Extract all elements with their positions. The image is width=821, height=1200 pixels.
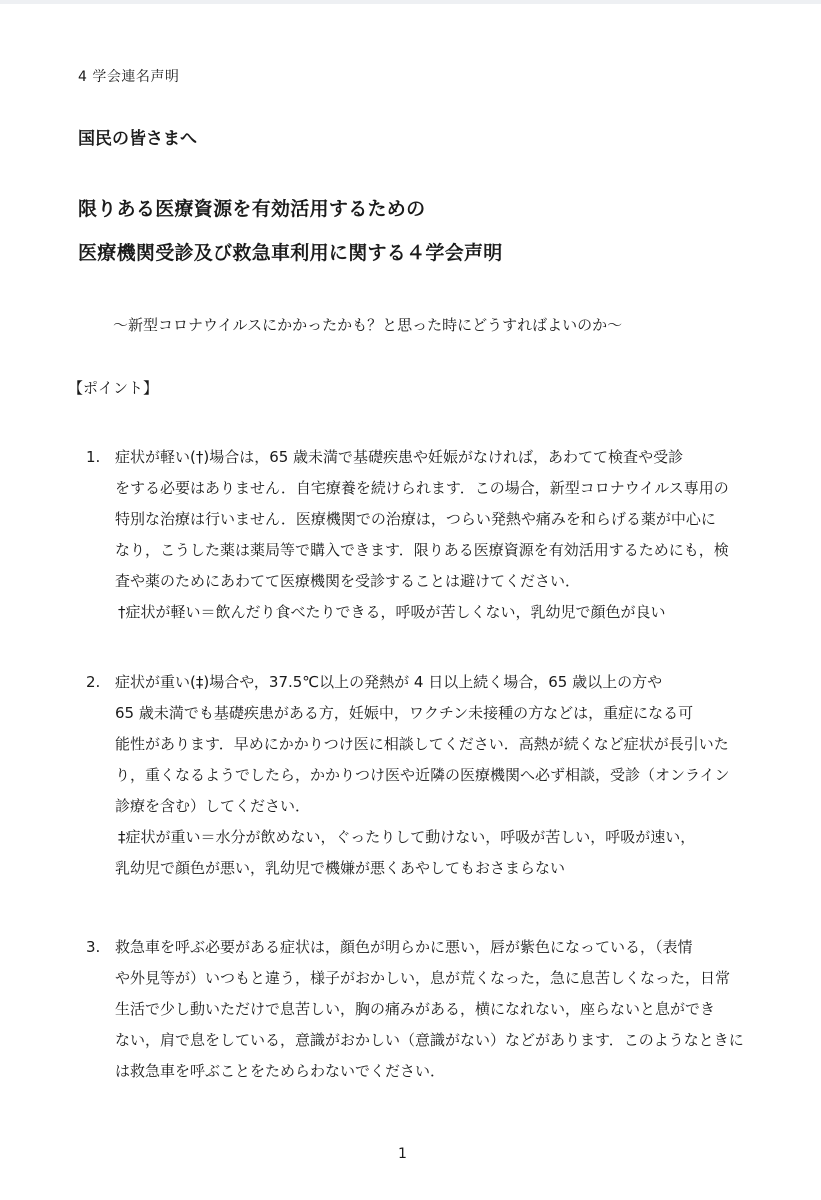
item-text-line: は救急車を呼ぶことをためらわないでください． bbox=[115, 1062, 446, 1080]
points-heading: 【ポイント】 bbox=[68, 379, 159, 397]
item-text-line: 症状が軽い(†)場合は，65 歳未満で基礎疾患や妊娠がなければ，あわてて検査や受診 bbox=[115, 448, 684, 466]
greeting-heading: 国民の皆さまへ bbox=[78, 129, 197, 149]
item-text-line: 症状が重い(‡)場合や，37.5℃以上の発熱が 4 日以上続く場合，65 歳以上の方や bbox=[115, 673, 663, 691]
item-text-line: 査や薬のためにあわてて医療機関を受診することは避けてください． bbox=[115, 572, 581, 590]
item-text-line: 特別な治療は行いません．医療機関での治療は，つらい発熱や痛みを和らげる薬が中心に bbox=[115, 510, 716, 528]
page-number: 1 bbox=[398, 1146, 407, 1162]
list-item-number: 1. bbox=[86, 448, 101, 466]
item-footnote: 乳幼児で顔色が悪い，乳幼児で機嫌が悪くあやしてもおさまらない bbox=[115, 859, 566, 877]
item-text-line: 能性があります．早めにかかりつけ医に相談してください．高熱が続くなど症状が長引いた bbox=[115, 735, 729, 753]
item-text-line: をする必要はありません．自宅療養を続けられます．この場合，新型コロナウイルス専用の bbox=[115, 479, 729, 497]
subtitle: ～新型コロナウイルスにかかったかも？と思った時にどうすればよいのか～ bbox=[113, 316, 623, 334]
list-item-number: 2. bbox=[86, 673, 101, 691]
item-text-line: 救急車を呼ぶ必要がある症状は，顔色が明らかに悪い，唇が紫色になっている，（表情 bbox=[115, 938, 693, 956]
title-line-2: 医療機関受診及び救急車利用に関する４学会声明 bbox=[78, 242, 503, 264]
item-text-line: や外見等が）いつもと違う，様子がおかしい，息が荒くなった，急に息苦しくなった，日常 bbox=[115, 969, 731, 987]
item-text-line: 生活で少し動いただけで息苦しい，胸の痛みがある，横になれない，座らないと息ができ bbox=[115, 1000, 716, 1018]
list-item-3 bbox=[86, 932, 746, 1087]
item-footnote: ‡症状が重い＝水分が飲めない，ぐったりして動けない，呼吸が苦しい，呼吸が速い， bbox=[118, 828, 696, 846]
item-text-line: 診療を含む）してください． bbox=[115, 797, 311, 815]
item-text-line: 65 歳未満でも基礎疾患がある方，妊娠中，ワクチン未接種の方などは，重症になる可 bbox=[115, 704, 694, 722]
title-line-1: 限りある医療資源を有効活用するための bbox=[78, 198, 426, 220]
list-item-number: 3. bbox=[86, 938, 101, 956]
item-text-line: なり，こうした薬は薬局等で購入できます．限りある医療資源を有効活用するためにも，検 bbox=[115, 541, 729, 559]
item-text-line: り，重くなるようでしたら，かかりつけ医や近隣の医療機関へ必ず相談，受診（オンライン bbox=[115, 766, 730, 784]
item-text-line: ない，肩で息をしている，意識がおかしい（意識がない）などがあります．このようなときに bbox=[115, 1031, 744, 1049]
list-item-2 bbox=[86, 667, 746, 884]
list-item-1 bbox=[86, 442, 746, 628]
item-footnote: †症状が軽い＝飲んだり食べたりできる，呼吸が苦しくない，乳幼児で顔色が良い bbox=[118, 603, 666, 621]
header-label: 4 学会連名声明 bbox=[78, 69, 180, 85]
document-page bbox=[0, 4, 821, 1200]
